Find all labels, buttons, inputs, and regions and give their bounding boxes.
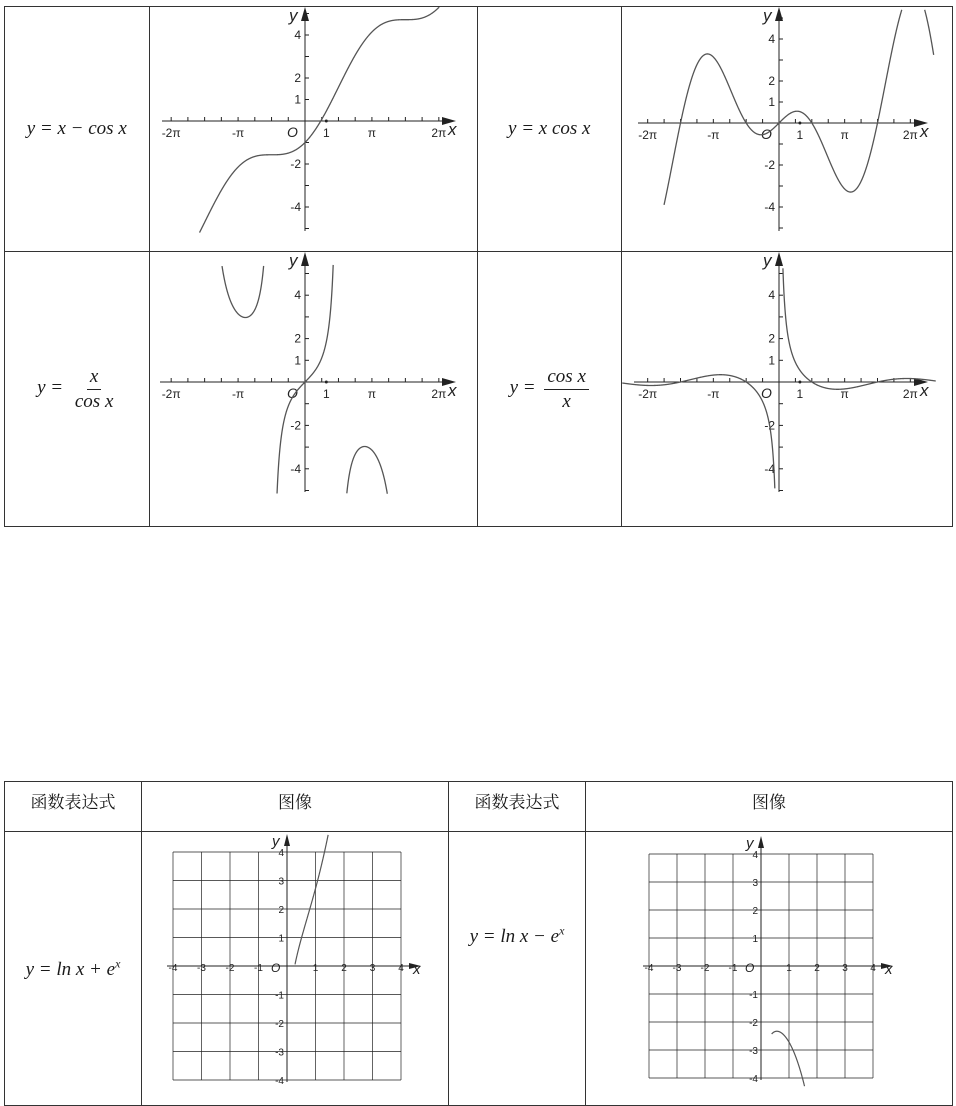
- denominator: x: [562, 390, 571, 412]
- x-axis-label: x: [447, 381, 456, 400]
- y-tick-label: -4: [764, 461, 775, 476]
- function-curve: [346, 446, 386, 493]
- expression-base: y = ln x + e: [25, 958, 116, 980]
- y-tick-label: 4: [752, 850, 758, 861]
- y-axis-label: y: [288, 7, 297, 25]
- denominator: cos x: [74, 390, 114, 412]
- table-row: [5, 832, 953, 1106]
- graph-x-minus-cos-x: [150, 7, 477, 251]
- x-tick-label: π: [367, 126, 376, 140]
- y-tick-label: 2: [278, 905, 284, 916]
- x-tick-label: -π: [231, 126, 244, 140]
- origin-label: O: [761, 126, 772, 142]
- y-tick-label: -3: [749, 1046, 758, 1057]
- x-tick-label: -1: [728, 963, 738, 974]
- x-tick-label: -4: [168, 963, 178, 974]
- y-tick-label: 4: [768, 288, 775, 303]
- x-tick-label: 2π: [430, 126, 446, 140]
- expression-base: y = ln x − e: [469, 926, 560, 948]
- function-curve: [295, 835, 328, 964]
- y-axis-label: y: [746, 835, 754, 852]
- origin-label: O: [286, 385, 298, 401]
- graph-ln-x-plus-e-x: [142, 832, 448, 1105]
- x-tick-label: -2π: [638, 128, 658, 142]
- x-tick-label: -2π: [638, 387, 658, 401]
- graph-cell: [622, 252, 953, 527]
- x-axis-label: x: [920, 381, 929, 400]
- y-tick-label: 1: [768, 353, 775, 368]
- x-tick-label: -π: [707, 387, 720, 401]
- x-tick-label: 2: [814, 963, 820, 974]
- x-tick-label: 3: [369, 963, 376, 974]
- y-axis-arrow: [301, 252, 309, 266]
- header-cell: 图像: [142, 782, 449, 832]
- x-axis-label: x: [447, 120, 456, 139]
- y-axis-arrow: [758, 836, 764, 848]
- x-tick-label: 1: [796, 128, 804, 142]
- origin-label: O: [286, 124, 298, 140]
- function-curve: [783, 268, 936, 389]
- expression-fraction: [37, 365, 116, 412]
- y-tick-label: -2: [289, 157, 301, 171]
- expression-cell: [477, 252, 622, 527]
- x-tick-label: π: [367, 387, 376, 401]
- header-row: [5, 782, 953, 832]
- graph-ln-x-minus-e-x: [586, 832, 952, 1105]
- expression-cell: [5, 7, 150, 252]
- y-tick-label: 3: [278, 876, 284, 888]
- x-tick-label: 3: [842, 963, 848, 974]
- expression-cell: [5, 252, 150, 527]
- x-tick-label: -2: [700, 963, 710, 974]
- x-tick-label: -1: [254, 963, 263, 974]
- expression: [25, 956, 121, 980]
- x-tick-label: 2π: [902, 387, 918, 401]
- x-tick-label: 1: [312, 963, 319, 974]
- y-tick-label: -4: [289, 200, 301, 214]
- y-tick-label: 2: [768, 74, 775, 88]
- y-tick-label: -2: [275, 1019, 284, 1030]
- expression-cell: [449, 832, 586, 1106]
- y-tick-label: -4: [764, 200, 775, 214]
- y-tick-label: -4: [275, 1076, 284, 1087]
- x-tick-label: 2π: [902, 128, 918, 142]
- x-tick-label: 1: [322, 126, 330, 140]
- y-tick-label: 2: [768, 331, 775, 346]
- graph-cell: [149, 252, 477, 527]
- table-row: [5, 252, 953, 527]
- x-tick-label: 1: [322, 387, 330, 401]
- y-tick-label: 2: [752, 906, 758, 917]
- x-axis-label: x: [920, 122, 929, 141]
- graph-cell: [142, 832, 449, 1106]
- function-graph-table-trig: [4, 6, 953, 527]
- expression-cell: [477, 7, 622, 252]
- x-tick-label: 4: [870, 963, 876, 974]
- y-tick-label: 1: [768, 95, 775, 109]
- y-tick-label: -2: [289, 418, 301, 433]
- graph-cos-x-over-x: [622, 252, 952, 526]
- header-cell: 函数表达式: [449, 782, 586, 832]
- graph-x-cos-x: [622, 7, 952, 251]
- y-tick-label: 3: [752, 878, 758, 889]
- graph-cell: [586, 832, 953, 1106]
- origin-label: O: [271, 961, 281, 975]
- origin-label: O: [745, 961, 755, 975]
- x-tick-label: -π: [231, 387, 244, 401]
- y-axis-arrow: [775, 252, 783, 266]
- y-tick-label: -2: [749, 1018, 758, 1029]
- x-tick-dot: [798, 381, 801, 384]
- y-tick-label: 4: [293, 28, 301, 42]
- y-tick-label: -1: [749, 990, 758, 1001]
- x-tick-label: -2π: [161, 387, 181, 401]
- function-graph-table-log-exp: [4, 781, 953, 1106]
- x-tick-label: -π: [707, 128, 720, 142]
- y-axis-label: y: [763, 7, 772, 25]
- graph-x-over-cos-x: [150, 252, 477, 526]
- y-tick-label: 4: [278, 848, 284, 859]
- x-tick-dot: [798, 122, 801, 125]
- y-tick-label: 1: [752, 934, 758, 945]
- x-tick-label: -3: [197, 963, 206, 974]
- y-tick-label: 1: [293, 353, 301, 368]
- x-tick-label: π: [840, 128, 849, 142]
- graph-cell: [149, 7, 477, 252]
- y-axis-arrow: [775, 7, 783, 21]
- x-tick-label: -2π: [161, 126, 181, 140]
- header-cell: 图像: [586, 782, 953, 832]
- function-curve: [199, 7, 439, 233]
- y-tick-label: 1: [278, 933, 284, 945]
- expression: y = x − cos x: [26, 118, 127, 139]
- y-tick-label: 2: [293, 331, 301, 346]
- y-axis-label: y: [288, 252, 297, 270]
- header-cell: 函数表达式: [5, 782, 142, 832]
- y-tick-label: -4: [289, 461, 301, 476]
- expression-exponent: x: [115, 956, 121, 971]
- numerator: cos x: [544, 366, 589, 390]
- expression: y = x cos x: [508, 118, 591, 139]
- fraction: [72, 366, 117, 413]
- expression: [470, 926, 565, 947]
- expression-lhs: y =: [37, 377, 64, 399]
- x-tick-label: 2π: [430, 387, 446, 401]
- function-curve: [925, 10, 934, 55]
- expression-cell: [5, 832, 142, 1106]
- fraction: [544, 366, 589, 413]
- y-tick-label: 4: [768, 32, 775, 46]
- y-axis-label: y: [272, 833, 280, 850]
- y-axis-label: y: [763, 252, 772, 270]
- function-curve: [222, 266, 264, 318]
- y-tick-label: -4: [749, 1074, 758, 1085]
- x-tick-dot: [324, 381, 327, 384]
- y-tick-label: -2: [764, 158, 775, 172]
- y-tick-label: -3: [275, 1047, 284, 1059]
- x-axis-label: x: [885, 961, 893, 978]
- graph-cell: [622, 7, 953, 252]
- x-tick-label: -2: [225, 963, 235, 974]
- y-tick-label: 2: [293, 71, 301, 85]
- table-row: [5, 7, 953, 252]
- x-tick-label: 4: [398, 963, 404, 974]
- x-axis-label: x: [413, 961, 421, 978]
- x-tick-label: 1: [796, 387, 804, 401]
- x-tick-dot: [324, 120, 327, 123]
- expression-lhs: y =: [509, 377, 536, 399]
- expression-fraction: [509, 365, 589, 412]
- origin-label: O: [761, 385, 772, 401]
- y-axis-arrow: [284, 834, 290, 846]
- x-tick-label: π: [840, 387, 849, 401]
- x-tick-label: -3: [672, 963, 682, 974]
- numerator: x: [87, 366, 101, 390]
- x-tick-label: -4: [644, 963, 654, 974]
- y-tick-label: 4: [293, 288, 301, 303]
- y-tick-label: -1: [275, 990, 284, 1002]
- y-tick-label: -2: [764, 418, 775, 433]
- expression-exponent: x: [559, 924, 565, 938]
- x-tick-label: 1: [786, 963, 792, 974]
- y-tick-label: 1: [293, 92, 301, 107]
- x-tick-label: 2: [341, 963, 347, 974]
